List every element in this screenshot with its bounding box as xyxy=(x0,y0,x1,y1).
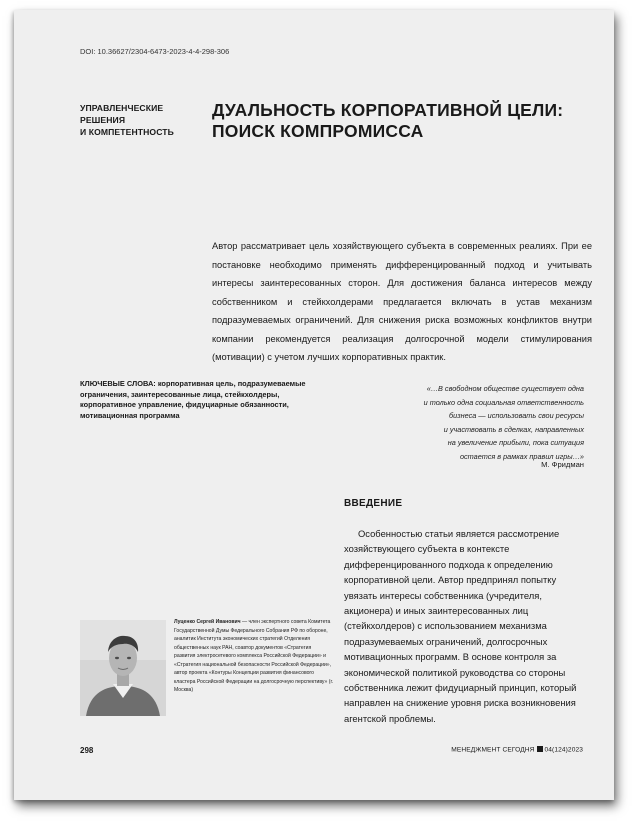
rubric-line: И КОМПЕТЕНТНОСТЬ xyxy=(80,127,174,137)
section-heading: ВВЕДЕНИЕ xyxy=(344,498,403,509)
author-bio-text: — член экспертного совета Комитета Государственной Думы Федерального Собрания РФ по обороне, аналитик Института экономических стратегий Отделения общественных наук РАН, соавтор документов «Стратегия развития электросетевого комплекса Российской Федерации» и «Стратегия национальной безопасности Российской Федерации», автор проекта «Контуры Концепции развития финансового кластера Российской Федерации на долгосрочную перспективу» (г. Москва) xyxy=(174,619,334,693)
epigraph xyxy=(374,382,584,463)
title-line: ПОИСК КОМПРОМИССА xyxy=(212,121,424,141)
keywords xyxy=(80,379,330,421)
epigraph-line: и участвовать в сделках, направленных xyxy=(443,424,584,434)
author-name: Луценко Сергей Иванович xyxy=(174,619,241,625)
journal-issue: 04(124)2023 xyxy=(544,746,583,754)
section-body: Особенностью статьи является рассмотрение хозяйствующего субъекта в контексте дифференцированного подхода к определению корпоративной цели. Автор предпринял попытку увязать интересы собственника (учредителя, акционера) и иных заинтересованных лиц (стейкхолдеров) с использованием механизма подразумеваемых ограничений, долгосрочных мотивационных программ. В основе контроля за экономической политикой руководства со стороны собственника лежит фидуциарный принцип, который направлен на снижение уровня риска возникновения агентской проблемы. xyxy=(344,528,577,724)
keywords-text: корпоративная цель, подразумеваемые ограничения, заинтересованные лица, стейкхолдеры, корпоративное управление, фидуциарные обязанности, мотивационная программа xyxy=(80,379,306,420)
rubric xyxy=(80,102,174,138)
journal-footer xyxy=(433,746,583,754)
epigraph-line: на увеличение прибыли, пока ситуация xyxy=(447,438,584,447)
epigraph-line: «…В свободном обществе существует одна xyxy=(426,384,584,393)
author-portrait-image xyxy=(80,620,166,716)
page-number: 298 xyxy=(80,746,94,755)
square-separator-icon xyxy=(537,746,543,752)
epigraph-line: остается в рамках правил игры…» xyxy=(459,451,584,461)
title-line: ДУАЛЬНОСТЬ КОРПОРАТИВНОЙ ЦЕЛИ: xyxy=(212,100,564,120)
rubric-line: УПРАВЛЕНЧЕСКИЕ xyxy=(80,103,164,113)
rubric-line: РЕШЕНИЯ xyxy=(80,115,126,125)
author-photo xyxy=(80,620,166,716)
abstract: Автор рассматривает цель хозяйствующего субъекта в современных реалиях. При ее постановке необходимо применять дифференцированный подход и учитывать интересы заинтересованных сторон. Для достижения баланса интересов между собственником и стейкхолдерами предлагается включать в устав механизм подразумеваемых ограничений. Для снижения риска возможных конфликтов внутри компании рекомендуется реализация долгосрочной модели стимулирования (мотивации) с учетом лучших корпоративных практик. xyxy=(212,241,592,362)
doi: DOI: 10.36627/2304-6473-2023-4-4-298-306 xyxy=(80,47,230,56)
keywords-label: КЛЮЧЕВЫЕ СЛОВА: xyxy=(80,379,156,388)
author-bio xyxy=(174,618,334,695)
epigraph-line: бизнеса — использовать свои ресурсы xyxy=(449,411,584,420)
article-title xyxy=(212,100,563,142)
journal-page xyxy=(14,10,614,800)
epigraph-line: и только одна социальная ответственность xyxy=(423,397,584,407)
epigraph-author: М. Фридман xyxy=(541,460,584,469)
journal-name: МЕНЕДЖМЕНТ СЕГОДНЯ xyxy=(451,746,535,754)
